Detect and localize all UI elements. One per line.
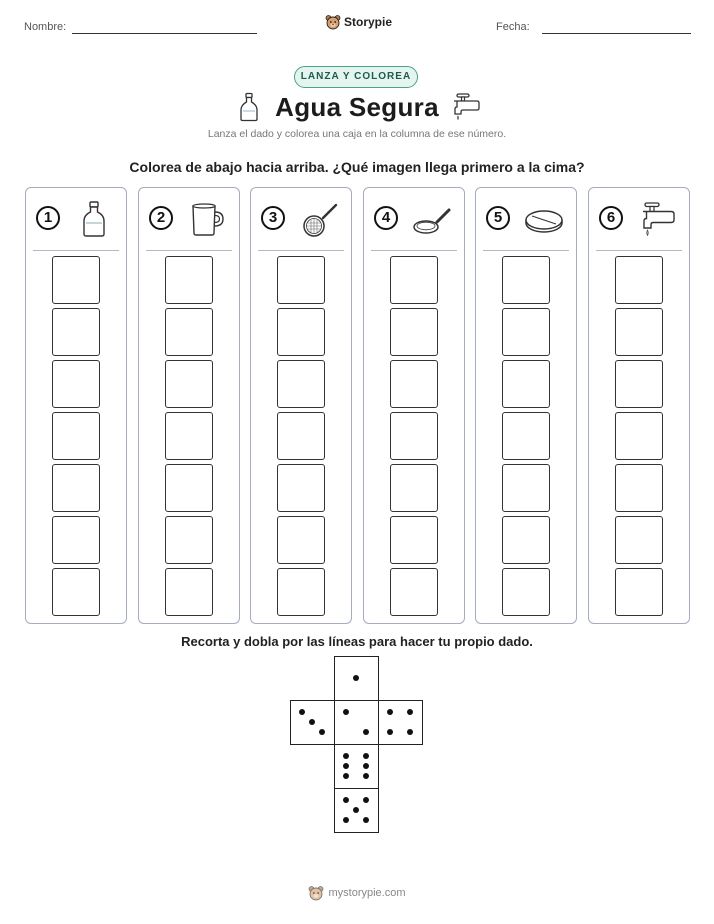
date-label: Fecha: [496, 21, 530, 33]
color-box[interactable] [502, 360, 550, 408]
color-box[interactable] [165, 464, 213, 512]
color-box[interactable] [615, 568, 663, 616]
column-divider [33, 250, 119, 251]
column-divider [258, 250, 344, 251]
color-box[interactable] [390, 464, 438, 512]
color-box[interactable] [277, 360, 325, 408]
column-3 [250, 187, 352, 624]
die-face-4 [378, 700, 423, 745]
column-number: 1 [36, 206, 60, 230]
column-divider [371, 250, 457, 251]
die-pip [343, 763, 349, 769]
die-pip [407, 709, 413, 715]
die-pip [387, 729, 393, 735]
color-box[interactable] [615, 256, 663, 304]
color-box[interactable] [165, 360, 213, 408]
color-box[interactable] [615, 308, 663, 356]
color-box[interactable] [502, 464, 550, 512]
column-number: 3 [261, 206, 285, 230]
color-box[interactable] [502, 308, 550, 356]
die-pip [343, 817, 349, 823]
faucet-icon [637, 200, 677, 238]
die-pip [299, 709, 305, 715]
frying-pan-icon [412, 200, 452, 238]
column-divider [146, 250, 232, 251]
color-box[interactable] [52, 360, 100, 408]
column-4 [363, 187, 465, 624]
color-box[interactable] [277, 412, 325, 460]
die-pip [319, 729, 325, 735]
color-box[interactable] [502, 516, 550, 564]
column-number: 2 [149, 206, 173, 230]
color-box[interactable] [390, 412, 438, 460]
cut-instruction: Recorta y dobla por las líneas para hacer tu propio dado. [181, 634, 533, 649]
color-box[interactable] [165, 256, 213, 304]
die-pip [363, 797, 369, 803]
name-line[interactable] [72, 33, 257, 34]
faucet-icon [449, 92, 481, 120]
date-line[interactable] [542, 33, 691, 34]
column-divider [483, 250, 569, 251]
die-pip [353, 807, 359, 813]
column-number: 6 [599, 206, 623, 230]
die-pip [363, 773, 369, 779]
color-box[interactable] [277, 464, 325, 512]
column-2 [138, 187, 240, 624]
color-box[interactable] [502, 568, 550, 616]
die-pip [363, 817, 369, 823]
die-face-3 [290, 700, 335, 745]
color-box[interactable] [615, 360, 663, 408]
die-pip [343, 797, 349, 803]
color-box[interactable] [390, 360, 438, 408]
die-face-2 [334, 700, 379, 745]
page-subtitle: Lanza el dado y colorea una caja en la columna de ese número. [207, 128, 507, 140]
color-box[interactable] [277, 516, 325, 564]
color-box[interactable] [52, 516, 100, 564]
brand-name: Storypie [344, 15, 393, 29]
color-box[interactable] [52, 256, 100, 304]
footer [0, 885, 714, 901]
die-face-5 [334, 788, 379, 833]
activity-badge: LANZA Y COLOREA [294, 66, 418, 88]
color-box[interactable] [165, 308, 213, 356]
die-pip [407, 729, 413, 735]
column-number: 4 [374, 206, 398, 230]
brand-logo [325, 14, 392, 30]
die-face-1 [334, 656, 379, 701]
die-pip [353, 675, 359, 681]
color-box[interactable] [277, 568, 325, 616]
color-box[interactable] [52, 568, 100, 616]
die-pip [343, 773, 349, 779]
bottle-icon [74, 200, 114, 238]
color-box[interactable] [390, 256, 438, 304]
bear-face-icon [308, 885, 324, 901]
die-pip [363, 729, 369, 735]
column-divider [596, 250, 682, 251]
color-box[interactable] [165, 516, 213, 564]
die-pip [343, 709, 349, 715]
column-6 [588, 187, 690, 624]
color-box[interactable] [165, 568, 213, 616]
color-box[interactable] [390, 516, 438, 564]
color-box[interactable] [390, 568, 438, 616]
water-tablet-icon [524, 200, 564, 238]
die-face-6 [334, 744, 379, 789]
color-box[interactable] [502, 412, 550, 460]
color-box[interactable] [52, 412, 100, 460]
footer-url[interactable]: mystorypie.com [328, 887, 406, 899]
color-box[interactable] [277, 256, 325, 304]
page-title: Agua Segura [275, 92, 439, 122]
column-number: 5 [486, 206, 510, 230]
color-box[interactable] [52, 464, 100, 512]
color-box[interactable] [615, 412, 663, 460]
strainer-icon [299, 200, 339, 238]
bear-face-icon [325, 14, 341, 30]
coloring-instruction: Colorea de abajo hacia arriba. ¿Qué imagen llega primero a la cima? [129, 159, 585, 175]
die-pip [343, 753, 349, 759]
mug-icon [187, 200, 227, 238]
color-box[interactable] [390, 308, 438, 356]
name-label: Nombre: [24, 21, 67, 33]
die-pip [387, 709, 393, 715]
color-box[interactable] [502, 256, 550, 304]
color-box[interactable] [615, 516, 663, 564]
die-pip [309, 719, 315, 725]
color-box[interactable] [277, 308, 325, 356]
column-5 [475, 187, 577, 624]
column-1 [25, 187, 127, 624]
color-box[interactable] [52, 308, 100, 356]
die-pip [363, 763, 369, 769]
color-box[interactable] [615, 464, 663, 512]
die-pip [363, 753, 369, 759]
color-box[interactable] [165, 412, 213, 460]
